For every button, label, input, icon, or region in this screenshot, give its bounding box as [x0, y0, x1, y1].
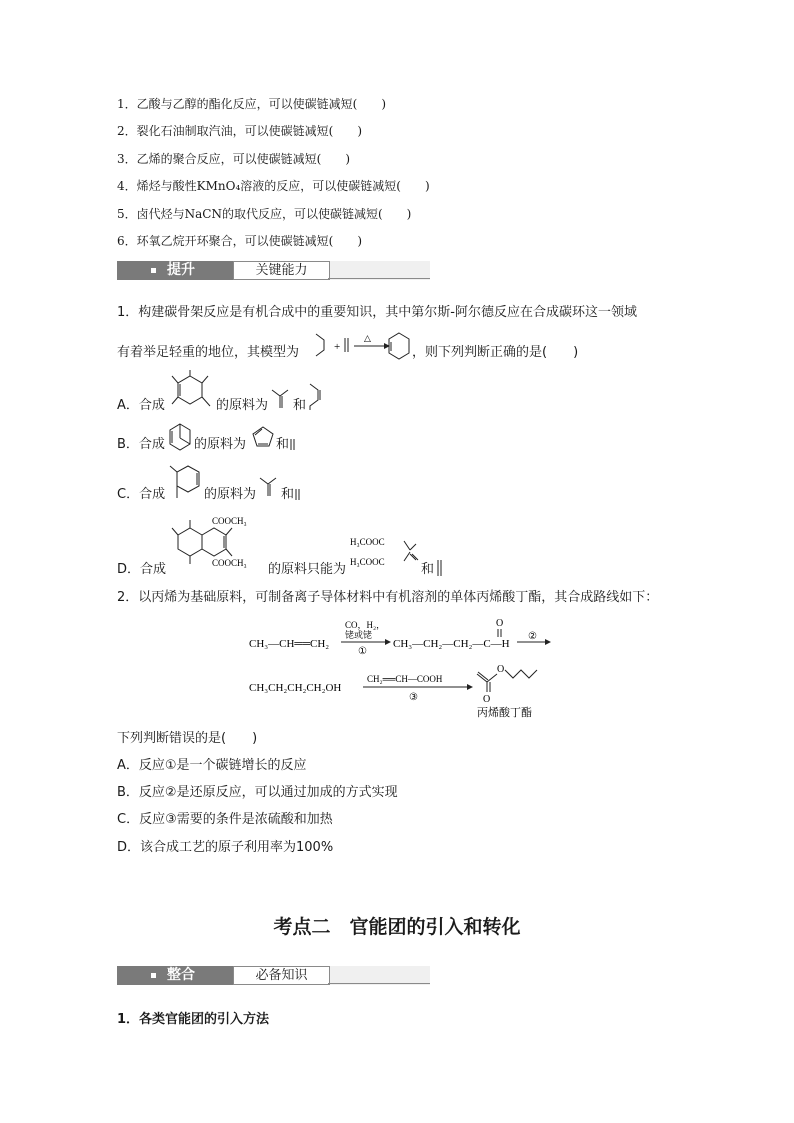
step1-label: ①: [358, 646, 367, 657]
diels-alder-model: [312, 326, 412, 368]
section-title: 考点二 官能团的引入和转化: [273, 916, 521, 938]
q2-ask: 下列判断错误的是( ): [117, 731, 258, 746]
section-banner-integrate: [117, 966, 430, 985]
option-c-product-structure: [168, 460, 208, 506]
q1-option-a-and: 和: [293, 398, 307, 413]
option-b-reagent-2: [289, 437, 297, 453]
option-d-reagent-1: [350, 528, 430, 578]
q2-option-a: A．反应①是一个碳链增长的反应: [117, 758, 307, 773]
q1-option-c-pre: C．合成: [117, 487, 166, 502]
cond1-mid: 铑或铑: [345, 630, 373, 640]
q1-option-b-pre: B．合成: [117, 437, 165, 452]
propene-formula: CH₃—CH══CH₂: [249, 638, 330, 650]
step2-label: ②: [528, 631, 537, 642]
judge-item-2: 2．裂化石油制取汽油，可以使碳链减短( ): [117, 124, 362, 138]
aldehyde-o: O: [496, 618, 504, 629]
step3-label: ③: [409, 692, 418, 703]
option-d-ester-top: COOCH₃: [212, 516, 247, 526]
option-d-ester-bottom: COOCH₃: [212, 558, 247, 568]
q1-option-d-mid: 的原料只能为: [268, 562, 347, 577]
option-b-reagent-1: [250, 424, 276, 452]
judge-item-4: 4．烯烃与酸性KMnO₄溶液的反应，可以使碳链减短( ): [117, 179, 430, 193]
banner-tab-2: 必备知识: [233, 966, 330, 985]
banner-tag: 提升: [167, 262, 195, 278]
option-c-reagent-2: [294, 487, 302, 503]
option-d-reagent-label-1: H₃COOC: [350, 537, 385, 547]
option-d-reagent-label-2: H₃COOC: [350, 557, 385, 567]
functional-group-intro-heading: 1．各类官能团的引入方法: [117, 1012, 270, 1027]
product-name: 丙烯酸丁酯: [477, 707, 532, 719]
q1-option-a-pre: A．合成: [117, 398, 165, 413]
q1-stem-line2-pre: 有着举足轻重的地位，其模型为: [117, 345, 300, 360]
product-ether-o: O: [497, 664, 505, 675]
q1-stem-line2-post: ，则下列判断正确的是( ): [412, 345, 579, 360]
option-a-reagent-1: [270, 382, 294, 412]
q1-option-d-pre: D．合成: [117, 562, 167, 577]
option-a-reagent-2: [306, 380, 326, 412]
q1-option-b-mid: 的原料为: [194, 437, 247, 452]
section-banner-improve: [117, 261, 430, 280]
butanol-formula: CH₃CH₂CH₂CH₂OH: [249, 682, 342, 694]
q1-option-c-and: 和: [281, 487, 295, 502]
judge-item-3: 3．乙烯的聚合反应，可以使碳链减短( ): [117, 152, 350, 166]
option-d-product-structure: [168, 508, 272, 578]
q1-option-d-and: 和: [421, 562, 435, 577]
q2-option-c: C．反应③需要的条件是浓硫酸和加热: [117, 812, 333, 827]
judge-item-5: 5．卤代烃与NaCN的取代反应，可以使碳链减短( ): [117, 207, 412, 221]
option-b-product-structure: [168, 422, 194, 454]
option-d-reagent-2: [434, 558, 446, 580]
option-a-product-structure: [168, 370, 216, 416]
plus-sign: +: [334, 341, 341, 353]
banner-tab: 关键能力: [233, 261, 330, 280]
q2-stem: 2．以丙烯为基础原料，可制备离子导体材料中有机溶剂的单体丙烯酸丁酯，其合成路线如下：: [117, 590, 659, 605]
q2-synthesis-route: [245, 612, 565, 722]
q1-stem-line1: 1．构建碳骨架反应是有机合成中的重要知识，其中第尔斯-阿尔德反应在合成碳环这一领域: [117, 305, 637, 320]
cond3-reagent: CH₂══CH—COOH: [367, 674, 443, 684]
q2-option-b: B．反应②是还原反应，可以通过加成的方式实现: [117, 785, 398, 800]
heat-label: △: [364, 333, 371, 343]
aldehyde-formula: CH₃—CH₂—CH₂—C—H: [393, 638, 510, 650]
product-carbonyl-o: O: [483, 694, 491, 705]
judge-item-1: 1．乙酸与乙醇的酯化反应，可以使碳链减短( ): [117, 97, 386, 111]
q1-option-c-mid: 的原料为: [204, 487, 257, 502]
judge-item-6: 6．环氧乙烷开环聚合，可以使碳链减短( ): [117, 234, 362, 248]
q2-option-d: D．该合成工艺的原子利用率为100%: [117, 840, 334, 855]
q1-option-a-mid: 的原料为: [216, 398, 269, 413]
banner-tag-2: 整合: [167, 967, 195, 983]
option-c-reagent-1: [258, 470, 282, 502]
cond1-top: CO，H₂，: [345, 620, 386, 630]
q1-option-b-and: 和: [276, 437, 290, 452]
